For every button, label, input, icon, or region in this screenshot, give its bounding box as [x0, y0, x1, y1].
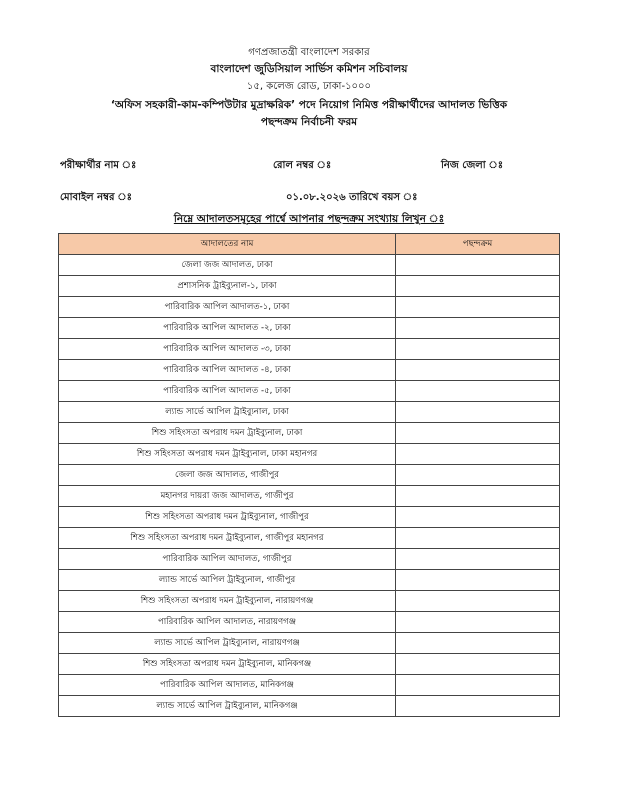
table-row: [59, 255, 560, 276]
table-row: [59, 402, 560, 423]
table-row: [59, 633, 560, 654]
form-purpose: ‘অফিস সহকারী-কাম-কম্পিউটার মুদ্রাক্ষরিক’ পদে নিয়োগ নিমিত্ত পরীক্ষার্থীদের আদালত ভিত্তিক: [110, 99, 508, 111]
court-name-cell: ল্যান্ড সার্ভে আপিল ট্রাইব্যুনাল, নারায়ণগঞ্জ: [59, 633, 396, 654]
preference-cell[interactable]: [396, 486, 560, 507]
preference-cell[interactable]: [396, 444, 560, 465]
court-preference-table: [58, 233, 560, 717]
table-row: [59, 654, 560, 675]
court-name-cell: পারিবারিক আপিল আদালত -৪, ঢাকা: [59, 360, 396, 381]
court-rows: [59, 255, 560, 717]
court-name-cell: শিশু সহিংসতা অপরাধ দমন ট্রাইব্যুনাল, ঢাকা মহানগর: [59, 444, 396, 465]
preference-cell[interactable]: [396, 465, 560, 486]
home-district-label: নিজ জেলা ঃ: [441, 160, 504, 171]
table-row: [59, 444, 560, 465]
court-name-cell: ল্যান্ড সার্ভে আপিল ট্রাইব্যুনাল, গাজীপুর: [59, 570, 396, 591]
court-name-cell: প্রশাসনিক ট্রাইব্যুনাল-১, ঢাকা: [59, 276, 396, 297]
table-row: [59, 591, 560, 612]
preference-cell[interactable]: [396, 675, 560, 696]
court-name-header: আদালতের নাম: [59, 234, 396, 255]
document-header: [0, 44, 618, 131]
court-name-cell: পারিবারিক আপিল আদালত -২, ঢাকা: [59, 318, 396, 339]
court-name-cell: শিশু সহিংসতা অপরাধ দমন ট্রাইব্যুনাল, গাজীপুর: [59, 507, 396, 528]
preference-cell[interactable]: [396, 360, 560, 381]
table-row: [59, 507, 560, 528]
table-row: [59, 360, 560, 381]
preference-header: পছন্দক্রম: [396, 234, 560, 255]
table-row: [59, 612, 560, 633]
age-on-date-label: ০১.০৮.২০২৬ তারিখে বয়স ঃ: [286, 192, 418, 203]
court-name-cell: পারিবারিক আপিল আদালত, গাজীপুর: [59, 549, 396, 570]
court-name-cell: শিশু সহিংসতা অপরাধ দমন ট্রাইব্যুনাল, গাজীপুর মহানগর: [59, 528, 396, 549]
preference-cell[interactable]: [396, 528, 560, 549]
table-row: [59, 549, 560, 570]
mobile-number-label: মোবাইল নম্বর ঃ: [60, 192, 132, 203]
table-row: [59, 570, 560, 591]
court-name-cell: পারিবারিক আপিল আদালত, নারায়ণগঞ্জ: [59, 612, 396, 633]
court-name-cell: ল্যান্ড সার্ভে আপিল ট্রাইব্যুনাল, ঢাকা: [59, 402, 396, 423]
office-address: ১৫, কলেজ রোড, ঢাকা-১০০০: [246, 81, 372, 92]
preference-cell[interactable]: [396, 381, 560, 402]
table-row: [59, 675, 560, 696]
court-name-cell: শিশু সহিংসতা অপরাধ দমন ট্রাইব্যুনাল, ঢাকা: [59, 423, 396, 444]
preference-cell[interactable]: [396, 402, 560, 423]
table-row: [59, 696, 560, 717]
court-name-cell: মহানগর দায়রা জজ আদালত, গাজীপুর: [59, 486, 396, 507]
table-row: [59, 318, 560, 339]
preference-cell[interactable]: [396, 276, 560, 297]
court-name-cell: শিশু সহিংসতা অপরাধ দমন ট্রাইব্যুনাল, মানিকগঞ্জ: [59, 654, 396, 675]
preference-cell[interactable]: [396, 570, 560, 591]
preference-cell[interactable]: [396, 339, 560, 360]
roll-number-label: রোল নম্বর ঃ: [273, 160, 332, 171]
table-row: [59, 528, 560, 549]
preference-cell[interactable]: [396, 591, 560, 612]
court-name-cell: ল্যান্ড সার্ভে আপিল ট্রাইব্যুনাল, মানিকগঞ্জ: [59, 696, 396, 717]
preference-cell[interactable]: [396, 549, 560, 570]
table-row: [59, 276, 560, 297]
table-row: [59, 423, 560, 444]
form-title: পছন্দক্রম নির্বাচনী ফরম: [260, 116, 358, 128]
table-row: [59, 381, 560, 402]
preference-cell[interactable]: [396, 507, 560, 528]
candidate-name-label: পরীক্ষার্থীর নাম ঃ: [60, 160, 137, 171]
court-name-cell: জেলা জজ আদালত, গাজীপুর: [59, 465, 396, 486]
preference-cell[interactable]: [396, 633, 560, 654]
court-name-cell: পারিবারিক আপিল আদালত -৩, ঢাকা: [59, 339, 396, 360]
court-name-cell: জেলা জজ আদালত, ঢাকা: [59, 255, 396, 276]
preference-cell[interactable]: [396, 696, 560, 717]
table-row: [59, 465, 560, 486]
table-row: [59, 339, 560, 360]
table-row: [59, 486, 560, 507]
court-name-cell: পারিবারিক আপিল আদালত-১, ঢাকা: [59, 297, 396, 318]
secretariat-title: বাংলাদেশ জুডিসিয়াল সার্ভিস কমিশন সচিবালয়: [210, 63, 408, 75]
preference-cell[interactable]: [396, 654, 560, 675]
preference-cell[interactable]: [396, 255, 560, 276]
preference-cell[interactable]: [396, 423, 560, 444]
court-name-cell: শিশু সহিংসতা অপরাধ দমন ট্রাইব্যুনাল, নারায়ণগঞ্জ: [59, 591, 396, 612]
preference-cell[interactable]: [396, 297, 560, 318]
government-title: গণপ্রজাতন্ত্রী বাংলাদেশ সরকার: [248, 47, 370, 58]
preference-cell[interactable]: [396, 612, 560, 633]
instruction-text: নিম্নে আদালতসমূহের পার্শ্বে আপনার পছন্দক্রম সংখ্যায় লিখুন ঃ: [173, 213, 445, 225]
court-name-cell: পারিবারিক আপিল আদালত -৫, ঢাকা: [59, 381, 396, 402]
table-header-row: [59, 234, 560, 255]
court-name-cell: পারিবারিক আপিল আদালত, মানিকগঞ্জ: [59, 675, 396, 696]
table-row: [59, 297, 560, 318]
preference-cell[interactable]: [396, 318, 560, 339]
